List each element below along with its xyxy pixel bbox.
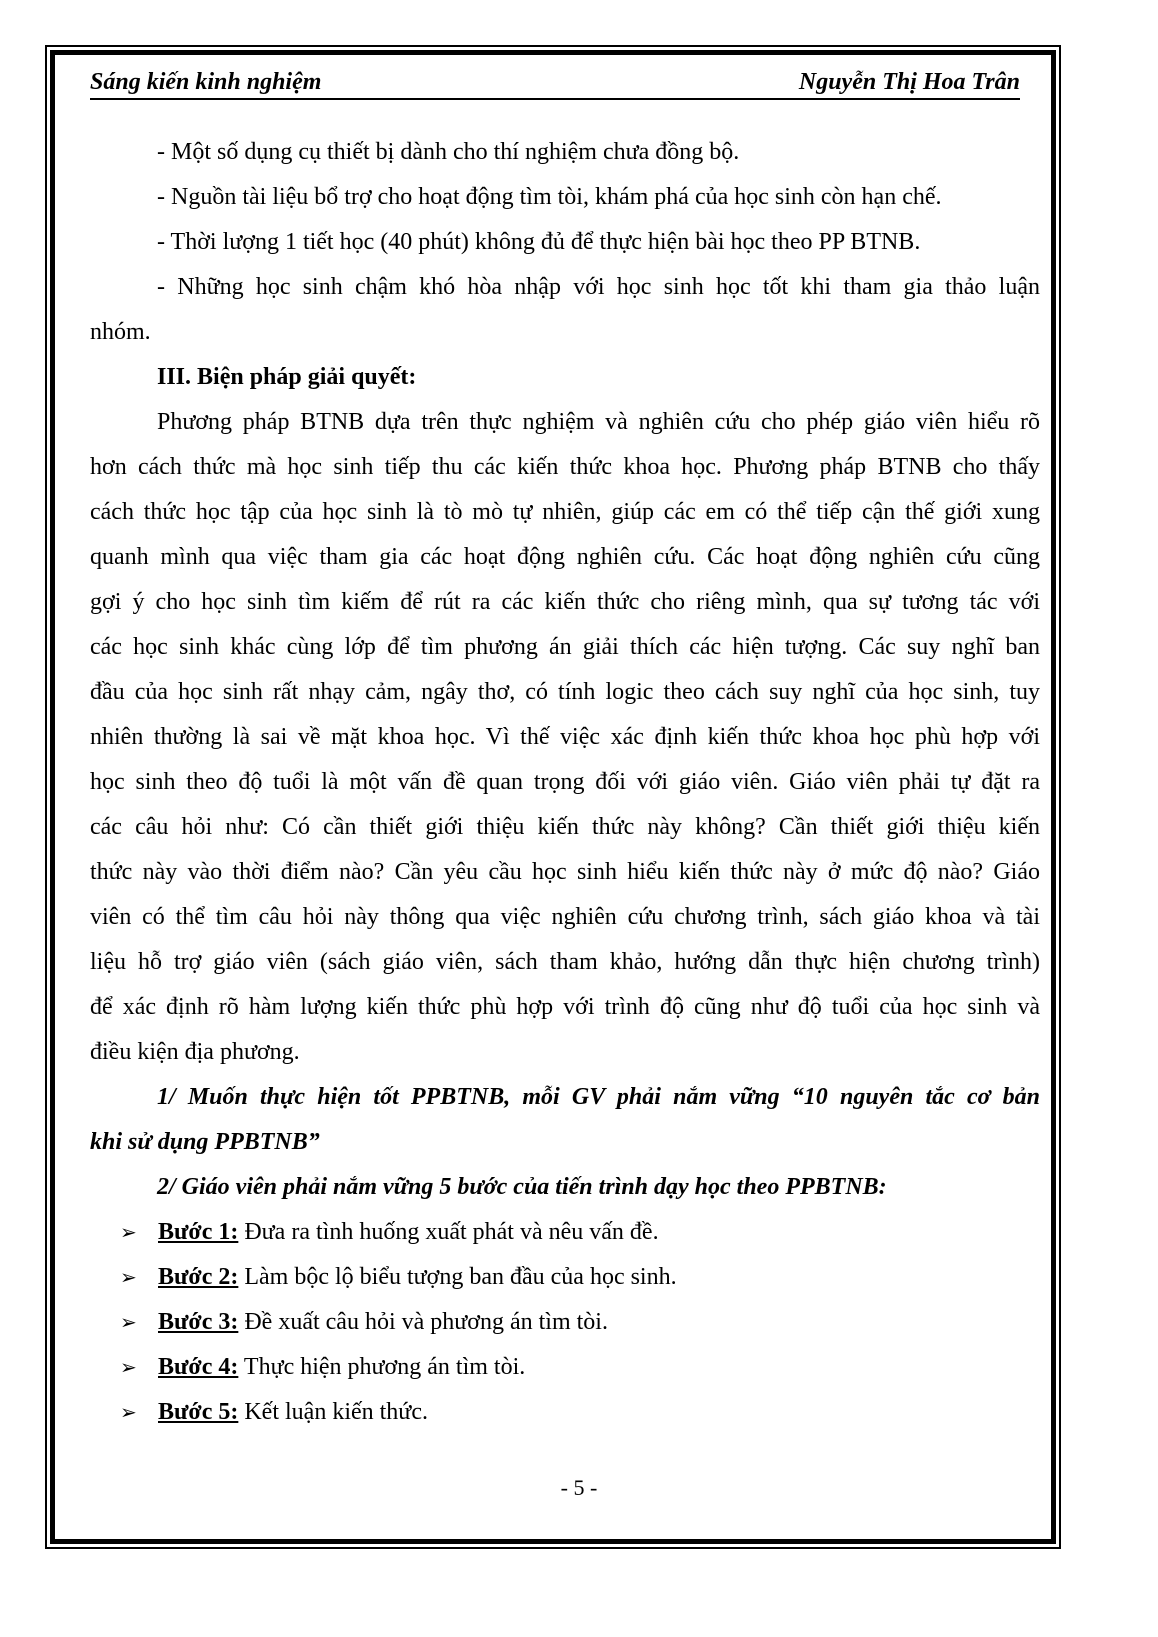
paragraph-line: thức này vào thời điểm nào? Cần yêu cầu học sinh hiểu kiến thức này ở mức độ nào? Giáo xyxy=(90,859,1040,885)
step-text: Kết luận kiến thức. xyxy=(238,1399,428,1425)
step-text: Đưa ra tình huống xuất phát và nêu vấn đề. xyxy=(238,1219,659,1245)
paragraph-line: Phương pháp BTNB dựa trên thực nghiệm và nghiên cứu cho phép giáo viên hiểu rõ xyxy=(157,409,1040,435)
step-item xyxy=(90,1300,1040,1345)
limitation-item-cont: nhóm. xyxy=(90,319,151,345)
paragraph-line: viên có thể tìm câu hỏi này thông qua việc nghiên cứu chương trình, sách giáo khoa và tài xyxy=(90,904,1040,930)
step-text: Làm bộc lộ biểu tượng ban đầu của học sinh. xyxy=(238,1264,677,1290)
step-text: Thực hiện phương án tìm tòi. xyxy=(238,1354,526,1380)
paragraph-line: điều kiện địa phương. xyxy=(90,1039,300,1065)
paragraph-line: nhiên thường là sai về mặt khoa học. Vì thế việc xác định kiến thức khoa học phù hợp với xyxy=(90,724,1040,750)
arrow-bullet-icon: ➢ xyxy=(120,1265,137,1289)
step-label: Bước 4: xyxy=(158,1354,239,1380)
paragraph-line: để xác định rõ hàm lượng kiến thức phù hợp với trình độ cũng như độ tuổi của học sinh và xyxy=(90,994,1040,1020)
step-label: Bước 2: xyxy=(158,1264,239,1290)
paragraph-line: hơn cách thức mà học sinh tiếp thu các kiến thức khoa học. Phương pháp BTNB cho thấy xyxy=(90,454,1040,480)
step-label: Bước 1: xyxy=(158,1219,239,1245)
step-item xyxy=(90,1390,1040,1435)
arrow-bullet-icon: ➢ xyxy=(120,1400,137,1424)
arrow-bullet-icon: ➢ xyxy=(120,1220,137,1244)
step-label: Bước 3: xyxy=(158,1309,239,1335)
paragraph-line: quanh mình qua việc tham gia các hoạt động nghiên cứu. Các hoạt động nghiên cứu cũng xyxy=(90,544,1040,570)
header-title: Sáng kiến kinh nghiệm xyxy=(90,69,322,95)
header-author: Nguyễn Thị Hoa Trân xyxy=(798,69,1020,95)
paragraph-line: cách thức học tập của học sinh là tò mò tự nhiên, giúp các em có thể tiếp cận thế giới xung xyxy=(90,499,1040,525)
point-2-heading: 2/ Giáo viên phải nắm vững 5 bước của tiến trình dạy học theo PPBTNB: xyxy=(157,1174,887,1200)
point-1-heading: 1/ Muốn thực hiện tốt PPBTNB, mỗi GV phải nắm vững “10 nguyên tắc cơ bản xyxy=(157,1084,1040,1110)
paragraph-line: học sinh theo độ tuổi là một vấn đề quan trọng đối với giáo viên. Giáo viên phải tự đặt ra xyxy=(90,769,1040,795)
limitation-item: - Một số dụng cụ thiết bị dành cho thí nghiệm chưa đồng bộ. xyxy=(157,139,740,165)
arrow-bullet-icon: ➢ xyxy=(120,1355,137,1379)
body-paragraph xyxy=(90,400,1040,1075)
arrow-bullet-icon: ➢ xyxy=(120,1310,137,1334)
page-number: - 5 - xyxy=(560,1475,598,1500)
paragraph-line: các câu hỏi như: Có cần thiết giới thiệu kiến thức này không? Cần thiết giới thiệu kiến xyxy=(90,814,1040,840)
step-text: Đề xuất câu hỏi và phương án tìm tòi. xyxy=(238,1309,608,1335)
steps-list xyxy=(90,1210,1040,1435)
document-body xyxy=(90,130,1040,1435)
limitation-item: - Thời lượng 1 tiết học (40 phút) không đủ để thực hiện bài học theo PP BTNB. xyxy=(157,229,921,255)
page-header xyxy=(90,66,1020,100)
paragraph-line: liệu hỗ trợ giáo viên (sách giáo viên, sách tham khảo, hướng dẫn thực hiện chương trình) xyxy=(90,949,1040,975)
limitation-item: - Nguồn tài liệu bổ trợ cho hoạt động tìm tòi, khám phá của học sinh còn hạn chế. xyxy=(157,184,942,210)
step-item xyxy=(90,1345,1040,1390)
step-label: Bước 5: xyxy=(158,1399,239,1425)
step-item xyxy=(90,1255,1040,1300)
step-item xyxy=(90,1210,1040,1255)
section-heading: III. Biện pháp giải quyết: xyxy=(157,364,417,390)
limitation-item: - Những học sinh chậm khó hòa nhập với học sinh học tốt khi tham gia thảo luận xyxy=(157,274,1040,300)
point-1-heading-cont: khi sử dụng PPBTNB” xyxy=(90,1129,320,1155)
paragraph-line: đầu của học sinh rất nhạy cảm, ngây thơ, có tính logic theo cách suy nghĩ của học sinh, tuy xyxy=(90,679,1040,705)
paragraph-line: các học sinh khác cùng lớp để tìm phương án giải thích các hiện tượng. Các suy nghĩ ban xyxy=(90,634,1040,660)
paragraph-line: gợi ý cho học sinh tìm kiếm để rút ra các kiến thức cho riêng mình, qua sự tương tác với xyxy=(90,589,1040,615)
